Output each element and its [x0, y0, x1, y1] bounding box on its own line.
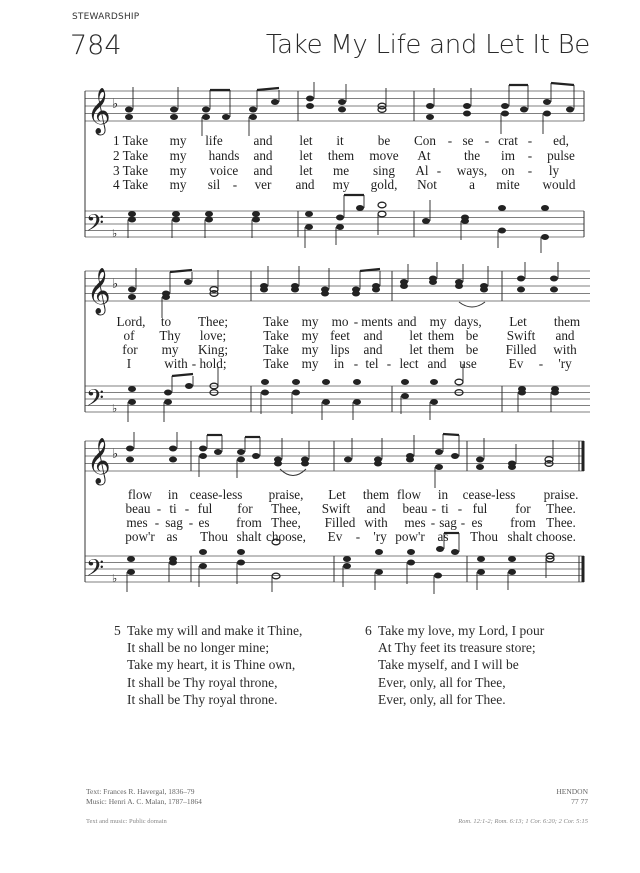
lyric-syllable: 2 Take — [113, 148, 149, 163]
stanza-line: It shall be Thy royal throne, — [127, 674, 278, 690]
lyric-syllable: and — [363, 328, 383, 343]
lyric-hyphen: - — [188, 515, 194, 530]
lyric-syllable: mo — [331, 314, 349, 329]
lyric-syllable: move — [369, 148, 399, 163]
lyric-syllable: Thy — [159, 328, 181, 343]
treble-clef-icon: 𝄞 — [87, 268, 111, 314]
lyric-syllable: and — [253, 148, 273, 163]
lyric-syllable: with — [364, 515, 388, 530]
lyric-syllable: let — [409, 328, 423, 343]
lyric-syllable: my — [169, 163, 187, 178]
lyric-syllable: my — [169, 148, 187, 163]
lyric-syllable: from — [236, 515, 262, 530]
stanza-line: It shall be no longer mine; — [127, 640, 270, 656]
svg-text:♭: ♭ — [112, 228, 118, 240]
svg-text:♭: ♭ — [112, 403, 118, 415]
stanza-line: At Thy feet its treasure store; — [378, 640, 536, 656]
lyric-syllable: se — [462, 133, 474, 148]
lyric-syllable: ed, — [553, 133, 569, 148]
lyric-syllable: them — [362, 487, 390, 502]
lyric-syllable: be — [465, 342, 479, 357]
lyric-syllable: Thou — [470, 529, 498, 544]
stanza-line: Take my love, my Lord, I pour — [378, 623, 545, 638]
lyric-syllable: days, — [454, 314, 482, 329]
text-credit: Text: Frances R. Havergal, 1836–79 — [86, 787, 195, 796]
lyric-syllable: and — [366, 501, 386, 516]
lyric-syllable: Filled — [324, 515, 356, 530]
lyric-syllable: sil — [207, 177, 221, 192]
lyric-syllable: as — [166, 529, 178, 544]
lyric-syllable: love; — [199, 328, 227, 343]
svg-text:♭: ♭ — [112, 573, 118, 585]
lyric-hyphen: - — [527, 148, 533, 163]
lyric-syllable: Thee, — [271, 501, 301, 516]
lyric-syllable: ways, — [456, 163, 488, 178]
lyric-line-verse-1 — [0, 314, 640, 329]
lyric-syllable: them — [553, 314, 581, 329]
lyric-hyphen: - — [436, 163, 442, 178]
lyric-syllable: choose, — [266, 529, 306, 544]
lyric-syllable: it — [336, 133, 344, 148]
scripture-references: Rom. 12:1-2; Rom. 6:13; 1 Cor. 6:20; 2 Cor. 5:15 — [458, 818, 588, 825]
lyric-syllable: my — [301, 342, 319, 357]
lyric-syllable: Let — [328, 487, 346, 502]
lyric-syllable: crat — [498, 133, 518, 148]
lyric-syllable: Al — [415, 163, 429, 178]
lyric-syllable: Thee. — [546, 515, 576, 530]
lyric-syllable: and — [295, 177, 315, 192]
treble-clef-icon: 𝄞 — [87, 88, 111, 134]
stanza-6 — [365, 622, 545, 708]
lyric-syllable: and — [397, 314, 417, 329]
lyric-line-verse-1 — [0, 133, 640, 148]
lyric-line-verse-2 — [0, 148, 640, 163]
lyric-syllable: and — [253, 163, 273, 178]
lyric-syllable: my — [161, 342, 179, 357]
lyric-syllable: in — [437, 487, 449, 502]
treble-clef-icon: 𝄞 — [87, 438, 111, 484]
stanza-number: 6 — [365, 623, 372, 638]
music-system-3 — [0, 432, 640, 602]
lyric-syllable: 1 Take — [113, 133, 149, 148]
lyric-syllable: flow — [127, 487, 153, 502]
lyric-line-verse-4 — [0, 177, 640, 192]
lyric-syllable: and — [363, 342, 383, 357]
lyric-syllable: them — [427, 342, 455, 357]
lyric-syllable: hold; — [199, 356, 227, 371]
lyric-syllable: cease-less — [462, 487, 516, 502]
tune-info — [556, 787, 588, 807]
bass-clef-icon: 𝄢 — [86, 384, 105, 417]
lyric-syllable: mes — [126, 515, 148, 530]
stanza-line: Take my will and make it Thine, — [127, 623, 303, 638]
tie-icon — [459, 302, 485, 307]
credits-block — [86, 787, 202, 807]
lyric-syllable: sag — [439, 515, 457, 530]
hymn-title: Take My Life and Let It Be — [265, 30, 590, 60]
lyric-hyphen: - — [184, 501, 190, 516]
lyric-hyphen: - — [538, 356, 544, 371]
lyric-syllable: pow'r — [395, 529, 425, 544]
hymn-number: 784 — [70, 30, 122, 61]
lyric-syllable: my — [169, 177, 187, 192]
lyric-syllable: shalt — [507, 529, 533, 544]
lyric-syllable: ti — [169, 501, 177, 516]
lyric-syllable: sag — [165, 515, 183, 530]
lyric-syllable: gold, — [370, 177, 398, 192]
lyric-hyphen: - — [457, 501, 463, 516]
lyric-hyphen: - — [460, 515, 466, 530]
lyric-syllable: life — [205, 133, 223, 148]
lyric-syllable: ful — [197, 501, 213, 516]
stanza-5 — [114, 622, 303, 708]
lyric-line-verse-3 — [0, 163, 640, 178]
lyric-syllable: my — [429, 314, 447, 329]
lyric-syllable: pow'r — [125, 529, 155, 544]
stanza-line: Ever, only, all for Thee. — [378, 691, 506, 707]
lyric-syllable: Take — [263, 314, 289, 329]
flat-key-signature-icon: ♭ — [112, 276, 119, 291]
lyric-syllable: my — [169, 133, 187, 148]
lyric-syllable: my — [301, 356, 319, 371]
lyric-syllable: praise, — [268, 487, 304, 502]
lyric-syllable: for — [515, 501, 531, 516]
lyric-syllable: use — [459, 356, 477, 371]
tie-icon — [280, 469, 306, 476]
lyric-syllable: mes — [404, 515, 426, 530]
lyric-hyphen: - — [527, 133, 533, 148]
lyric-syllable: lips — [330, 342, 350, 357]
lyric-syllable: Let — [509, 314, 527, 329]
tune-name: HENDON — [556, 787, 588, 796]
music-credit: Music: Henri A. C. Malan, 1787–1864 — [86, 797, 202, 806]
lyric-syllable: be — [465, 328, 479, 343]
lyric-syllable: Lord, — [116, 314, 146, 329]
lyric-syllable: im — [501, 148, 515, 163]
lyric-hyphen: - — [154, 515, 160, 530]
lyric-syllable: in — [333, 356, 345, 371]
lyric-line-verse-3 — [0, 515, 640, 530]
lyric-syllable: sing — [373, 163, 395, 178]
lyric-syllable: Thou — [200, 529, 228, 544]
lyric-hyphen: - — [447, 133, 453, 148]
lyric-syllable: 4 Take — [113, 177, 149, 192]
lyric-syllable: my — [332, 177, 350, 192]
lyric-syllable: let — [299, 163, 313, 178]
lyric-syllable: tel — [365, 356, 379, 371]
lyric-syllable: praise. — [543, 487, 579, 502]
lyric-syllable: Ev — [327, 529, 343, 544]
lyric-syllable: with — [164, 356, 188, 371]
lyric-syllable: let — [299, 148, 313, 163]
lyric-syllable: them — [427, 328, 455, 343]
lyric-syllable: and — [555, 328, 575, 343]
copyright-notice: Text and music: Public domain — [86, 818, 167, 825]
lyric-syllable: a — [469, 177, 475, 192]
lyric-syllable: and — [253, 133, 273, 148]
lyric-syllable: on — [501, 163, 515, 178]
lyric-syllable: Thee. — [546, 501, 576, 516]
lyric-syllable: 3 Take — [113, 163, 149, 178]
lyric-syllable: let — [409, 342, 423, 357]
lyric-syllable: would — [542, 177, 576, 192]
lyric-syllable: es — [471, 515, 483, 530]
lyric-syllable: Filled — [505, 342, 537, 357]
lyric-syllable: lect — [399, 356, 419, 371]
lyric-syllable: from — [510, 515, 536, 530]
lyric-syllable: my — [301, 314, 319, 329]
lyric-hyphen: - — [353, 356, 359, 371]
lyric-syllable: At — [417, 148, 431, 163]
lyric-line-verse-4 — [0, 529, 640, 544]
flat-key-signature-icon: ♭ — [112, 96, 119, 111]
flat-key-signature-icon: ♭ — [112, 446, 119, 461]
lyric-syllable: ly — [548, 163, 560, 178]
lyric-syllable: the — [463, 148, 481, 163]
meter: 77 77 — [571, 797, 588, 806]
lyric-syllable: 'ry — [373, 529, 387, 544]
stanza-line: It shall be Thy royal throne. — [127, 691, 278, 707]
lyric-syllable: mite — [496, 177, 520, 192]
lyric-line-verse-2 — [0, 328, 640, 343]
lyric-syllable: them — [327, 148, 355, 163]
music-system-2 — [0, 262, 640, 432]
stanza-line: Take my heart, it is Thine own, — [127, 657, 296, 673]
lyric-syllable: es — [198, 515, 210, 530]
stanza-line: Ever, only, all for Thee, — [378, 674, 506, 690]
lyric-hyphen: - — [430, 515, 436, 530]
lyric-syllable: Swift — [321, 501, 351, 516]
lyric-syllable: Thee; — [197, 314, 229, 329]
lyric-syllable: beau — [402, 501, 428, 516]
lyric-hyphen: - — [484, 133, 490, 148]
lyric-syllable: of — [123, 328, 135, 343]
lyric-syllable: for — [237, 501, 253, 516]
lyric-syllable: ti — [441, 501, 449, 516]
lyric-syllable: King; — [197, 342, 229, 357]
lyric-hyphen: - — [386, 356, 392, 371]
lyric-hyphen: - — [527, 163, 533, 178]
lyric-syllable: 'ry — [558, 356, 572, 371]
stanza-line: Take myself, and I will be — [378, 657, 519, 673]
section-label: STEWARDSHIP — [72, 12, 140, 22]
lyric-syllable: choose. — [536, 529, 576, 544]
lyric-syllable: Con — [414, 133, 436, 148]
lyric-syllable: for — [122, 342, 138, 357]
lyric-syllable: Swift — [506, 328, 536, 343]
lyric-syllable: shalt — [236, 529, 262, 544]
lyric-hyphen: - — [156, 501, 162, 516]
lyric-syllable: be — [377, 133, 391, 148]
lyric-syllable: feet — [330, 328, 350, 343]
lyric-syllable: pulse — [547, 148, 575, 163]
lyric-syllable: me — [332, 163, 350, 178]
lyric-syllable: Not — [417, 177, 437, 192]
lyric-hyphen: - — [353, 314, 359, 329]
lyric-syllable: flow — [396, 487, 422, 502]
lyric-syllable: I — [126, 356, 132, 371]
stanza-number: 5 — [114, 623, 121, 638]
lyric-syllable: ver — [254, 177, 272, 192]
lyric-syllable: in — [167, 487, 179, 502]
lyric-syllable: Take — [263, 342, 289, 357]
lyric-hyphen: - — [232, 177, 238, 192]
lyric-syllable: let — [299, 133, 313, 148]
lyric-syllable: as — [437, 529, 449, 544]
lyric-line-verse-3 — [0, 342, 640, 357]
lyric-syllable: Thee, — [271, 515, 301, 530]
lyric-syllable: hands — [208, 148, 240, 163]
bass-clef-icon: 𝄢 — [86, 554, 105, 587]
lyric-syllable: voice — [209, 163, 239, 178]
lyric-syllable: Take — [263, 328, 289, 343]
lyric-hyphen: - — [191, 356, 197, 371]
lyric-line-verse-1 — [0, 487, 640, 502]
music-system-1 — [0, 80, 640, 260]
lyric-syllable: to — [160, 314, 172, 329]
lyric-syllable: my — [301, 328, 319, 343]
lyric-syllable: Take — [263, 356, 289, 371]
lyric-syllable: and — [427, 356, 447, 371]
lyric-line-verse-2 — [0, 501, 640, 516]
lyric-hyphen: - — [355, 529, 361, 544]
lyric-syllable: ful — [472, 501, 488, 516]
lyric-syllable: Ev — [508, 356, 524, 371]
lyric-syllable: beau — [125, 501, 151, 516]
lyric-line-verse-4 — [0, 356, 640, 371]
lyric-syllable: cease-less — [189, 487, 243, 502]
bass-clef-icon: 𝄢 — [86, 209, 105, 242]
lyric-syllable: with — [553, 342, 577, 357]
lyric-syllable: ments — [361, 314, 393, 329]
lyric-hyphen: - — [431, 501, 437, 516]
